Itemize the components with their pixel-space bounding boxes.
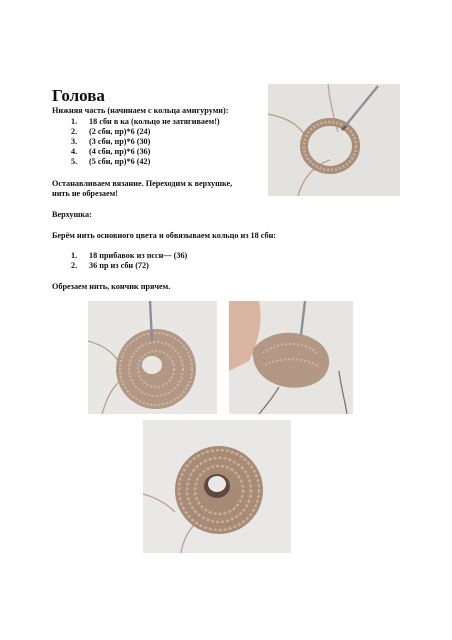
photo-finished-head: [143, 420, 291, 553]
list-item: [71, 147, 150, 157]
hand-illustration: [229, 301, 353, 414]
list-text: (5 сбн, пр)*6 (42): [89, 157, 151, 166]
list-item: [71, 157, 150, 167]
photo-bottom-circle: [88, 301, 217, 414]
list-number: 1.: [71, 251, 78, 260]
list-number: 3.: [71, 137, 78, 146]
list-item: [71, 127, 150, 137]
list-item: [71, 137, 150, 147]
bottom-part-heading: Нижняя часть (начинаем с кольца амигуруми):: [52, 106, 229, 115]
top-part-heading: Верхушка:: [52, 210, 92, 219]
stop-note-line2: нить не обрезаем!: [52, 189, 118, 198]
list-text: 18 прибавок из пссн— (36): [89, 251, 188, 260]
list-number: 2.: [71, 127, 78, 136]
list-number: 2.: [71, 261, 78, 270]
list-item: [71, 261, 149, 271]
finish-note: Обрезаем нить, кончик прячем.: [52, 282, 171, 291]
list-text: (2 сбн, пр)*6 (24): [89, 127, 151, 136]
page-title: Голова: [52, 86, 105, 105]
top-part-intro: Берём нить основного цвета и обвязываем кольцо из 18 сбн:: [52, 231, 277, 240]
list-text: 36 пр из сбн (72): [89, 261, 149, 270]
list-item: [71, 117, 220, 127]
list-number: 5.: [71, 157, 78, 166]
list-text: (4 сбн, пр)*6 (36): [89, 147, 151, 156]
circle-illustration: [88, 301, 217, 414]
ring-illustration: [268, 84, 400, 196]
list-text: (3 сбн, пр)*6 (30): [89, 137, 151, 146]
photo-amigurumi-ring: [268, 84, 400, 196]
list-number: 4.: [71, 147, 78, 156]
head-illustration: [143, 420, 291, 553]
list-item: [71, 251, 187, 261]
list-number: 1.: [71, 117, 78, 126]
stop-note-line1: Останавливаем вязание. Переходим к верхушке,: [52, 179, 233, 188]
photo-top-in-hand: [229, 301, 353, 414]
list-text: 18 сбн в ка (кольцо не затягиваем!): [89, 117, 220, 126]
